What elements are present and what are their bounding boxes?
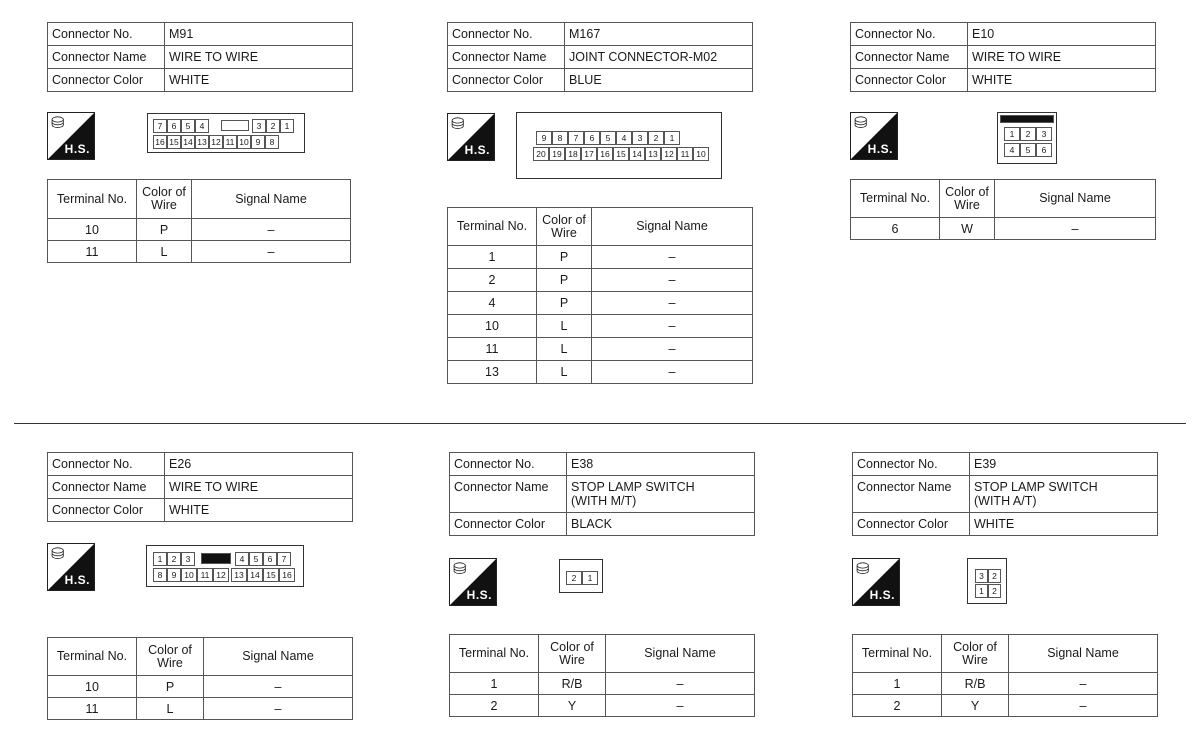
col-color-of-wire: Color of Wire bbox=[137, 638, 204, 676]
cavity: 16 bbox=[279, 568, 295, 582]
wire-color: Y bbox=[942, 695, 1009, 717]
terminal-no: 13 bbox=[448, 361, 537, 384]
wire-color: L bbox=[137, 241, 192, 263]
signal-name: – bbox=[592, 338, 753, 361]
cavity: 2 bbox=[167, 552, 181, 566]
connector-name bbox=[567, 476, 755, 513]
col-signal-name: Signal Name bbox=[204, 638, 353, 676]
terminal-no: 10 bbox=[48, 676, 137, 698]
col-signal-name: Signal Name bbox=[192, 180, 351, 219]
cavity: 13 bbox=[231, 568, 247, 582]
connector-face bbox=[997, 112, 1057, 164]
signal-name: – bbox=[592, 246, 753, 269]
connector-latch bbox=[1000, 115, 1054, 123]
cavity: 2 bbox=[988, 584, 1001, 598]
connector-icon: ⛁ bbox=[51, 115, 65, 132]
connector-name: JOINT CONNECTOR-M02 bbox=[565, 46, 753, 69]
wire-color: L bbox=[537, 338, 592, 361]
cavity: 6 bbox=[167, 119, 181, 133]
hs-badge bbox=[47, 543, 95, 591]
terminal-no: 4 bbox=[448, 292, 537, 315]
connector-face bbox=[147, 113, 305, 153]
col-terminal-no: Terminal No. bbox=[48, 180, 137, 219]
label-connector-no: Connector No. bbox=[48, 453, 165, 476]
connector-info-table bbox=[47, 22, 353, 92]
table-row bbox=[448, 315, 753, 338]
cavity: 11 bbox=[223, 135, 237, 149]
terminal-table bbox=[852, 634, 1158, 717]
cavity: 2 bbox=[988, 569, 1001, 583]
label-connector-no: Connector No. bbox=[851, 23, 968, 46]
hs-label: H.S. bbox=[64, 142, 90, 156]
hs-label: H.S. bbox=[869, 588, 895, 602]
label-connector-color: Connector Color bbox=[851, 69, 968, 92]
cavity: 14 bbox=[629, 147, 645, 161]
col-signal-name: Signal Name bbox=[995, 180, 1156, 218]
connector-icon: ⛁ bbox=[451, 116, 465, 133]
wire-color: L bbox=[537, 361, 592, 384]
wire-color: R/B bbox=[942, 673, 1009, 695]
cavity: 8 bbox=[552, 131, 568, 145]
label-connector-name: Connector Name bbox=[448, 46, 565, 69]
connector-color: BLUE bbox=[565, 69, 753, 92]
terminal-table bbox=[47, 637, 353, 720]
signal-name: – bbox=[592, 269, 753, 292]
signal-name: – bbox=[592, 292, 753, 315]
cavity: 6 bbox=[1036, 143, 1052, 157]
terminal-no: 2 bbox=[448, 269, 537, 292]
label-connector-color: Connector Color bbox=[48, 499, 165, 522]
table-row bbox=[48, 698, 353, 720]
cavity: 17 bbox=[581, 147, 597, 161]
label-connector-color: Connector Color bbox=[853, 513, 970, 536]
table-row bbox=[48, 241, 351, 263]
col-color-of-wire: Color of Wire bbox=[537, 208, 592, 246]
col-terminal-no: Terminal No. bbox=[450, 635, 539, 673]
connector-no: M167 bbox=[565, 23, 753, 46]
table-row bbox=[448, 246, 753, 269]
terminal-no: 10 bbox=[448, 315, 537, 338]
connector-info-table bbox=[852, 452, 1158, 536]
col-signal-name: Signal Name bbox=[592, 208, 753, 246]
cavity: 9 bbox=[536, 131, 552, 145]
cavity: 19 bbox=[549, 147, 565, 161]
signal-name: – bbox=[995, 218, 1156, 240]
signal-name: – bbox=[1009, 673, 1158, 695]
cavity: 4 bbox=[1004, 143, 1020, 157]
cavity: 12 bbox=[213, 568, 229, 582]
cavity: 2 bbox=[1020, 127, 1036, 141]
cavity: 12 bbox=[661, 147, 677, 161]
cavity: 3 bbox=[975, 569, 988, 583]
cavity: 4 bbox=[235, 552, 249, 566]
wire-color: R/B bbox=[539, 673, 606, 695]
cavity: 15 bbox=[613, 147, 629, 161]
signal-name: – bbox=[1009, 695, 1158, 717]
cavity: 18 bbox=[565, 147, 581, 161]
terminal-no: 11 bbox=[448, 338, 537, 361]
signal-name: – bbox=[606, 695, 755, 717]
hs-badge bbox=[449, 558, 497, 606]
hs-label: H.S. bbox=[466, 588, 492, 602]
connector-no: E39 bbox=[970, 453, 1158, 476]
connector-info-table bbox=[449, 452, 755, 536]
cavity: 5 bbox=[600, 131, 616, 145]
wire-color: Y bbox=[539, 695, 606, 717]
cavity: 10 bbox=[237, 135, 251, 149]
cavity: 6 bbox=[263, 552, 277, 566]
cavity: 15 bbox=[167, 135, 181, 149]
cavity: 9 bbox=[167, 568, 181, 582]
cavity: 8 bbox=[265, 135, 279, 149]
cavity: 11 bbox=[677, 147, 693, 161]
signal-name: – bbox=[192, 241, 351, 263]
cavity: 7 bbox=[277, 552, 291, 566]
cavity: 2 bbox=[648, 131, 664, 145]
table-row bbox=[448, 338, 753, 361]
cavity: 10 bbox=[181, 568, 197, 582]
cavity: 3 bbox=[632, 131, 648, 145]
connector-latch bbox=[201, 553, 231, 564]
terminal-no: 1 bbox=[450, 673, 539, 695]
connector-color: BLACK bbox=[567, 513, 755, 536]
connector-color: WHITE bbox=[968, 69, 1156, 92]
table-row bbox=[853, 695, 1158, 717]
connector-no: E10 bbox=[968, 23, 1156, 46]
cavity: 1 bbox=[975, 584, 988, 598]
table-row bbox=[450, 673, 755, 695]
cavity: 12 bbox=[209, 135, 223, 149]
table-row bbox=[448, 292, 753, 315]
label-connector-color: Connector Color bbox=[48, 69, 165, 92]
cavity: 1 bbox=[153, 552, 167, 566]
cavity: 1 bbox=[664, 131, 680, 145]
col-color-of-wire: Color of Wire bbox=[137, 180, 192, 219]
signal-name: – bbox=[204, 698, 353, 720]
connector-name-line: STOP LAMP SWITCH bbox=[974, 480, 1098, 494]
terminal-no: 11 bbox=[48, 241, 137, 263]
cavity: 2 bbox=[266, 119, 280, 133]
wire-color: P bbox=[137, 219, 192, 241]
connector-color: WHITE bbox=[970, 513, 1158, 536]
connector-name: WIRE TO WIRE bbox=[165, 476, 353, 499]
signal-name: – bbox=[192, 219, 351, 241]
cavity: 14 bbox=[247, 568, 263, 582]
hs-badge bbox=[447, 113, 495, 161]
cavity: 16 bbox=[153, 135, 167, 149]
connector-name: WIRE TO WIRE bbox=[165, 46, 353, 69]
wire-color: P bbox=[137, 676, 204, 698]
cavity: 16 bbox=[597, 147, 613, 161]
connector-icon: ⛁ bbox=[856, 561, 870, 578]
label-connector-no: Connector No. bbox=[853, 453, 970, 476]
label-connector-name: Connector Name bbox=[450, 476, 567, 513]
connector-name-line: (WITH M/T) bbox=[571, 494, 637, 508]
hs-label: H.S. bbox=[64, 573, 90, 587]
col-terminal-no: Terminal No. bbox=[853, 635, 942, 673]
label-connector-no: Connector No. bbox=[48, 23, 165, 46]
table-row bbox=[448, 361, 753, 384]
cavity: 15 bbox=[263, 568, 279, 582]
connector-no: M91 bbox=[165, 23, 353, 46]
col-signal-name: Signal Name bbox=[1009, 635, 1158, 673]
wire-color: P bbox=[537, 269, 592, 292]
wire-color: P bbox=[537, 292, 592, 315]
hs-badge bbox=[850, 112, 898, 160]
cavity: 7 bbox=[153, 119, 167, 133]
connector-no: E26 bbox=[165, 453, 353, 476]
connector-color: WHITE bbox=[165, 499, 353, 522]
col-terminal-no: Terminal No. bbox=[851, 180, 940, 218]
wire-color: W bbox=[940, 218, 995, 240]
cavity: 1 bbox=[582, 571, 598, 585]
cavity: 13 bbox=[195, 135, 209, 149]
table-row bbox=[853, 673, 1158, 695]
label-connector-name: Connector Name bbox=[48, 46, 165, 69]
terminal-no: 6 bbox=[851, 218, 940, 240]
cavity: 3 bbox=[1036, 127, 1052, 141]
col-terminal-no: Terminal No. bbox=[448, 208, 537, 246]
connector-info-table bbox=[447, 22, 753, 92]
terminal-no: 2 bbox=[450, 695, 539, 717]
terminal-no: 2 bbox=[853, 695, 942, 717]
col-color-of-wire: Color of Wire bbox=[940, 180, 995, 218]
cavity: 5 bbox=[1020, 143, 1036, 157]
cavity: 14 bbox=[181, 135, 195, 149]
hs-badge bbox=[47, 112, 95, 160]
connector-name-line: STOP LAMP SWITCH bbox=[571, 480, 695, 494]
cavity: 11 bbox=[197, 568, 213, 582]
hs-label: H.S. bbox=[464, 143, 490, 157]
cavity: 1 bbox=[280, 119, 294, 133]
connector-icon: ⛁ bbox=[453, 561, 467, 578]
col-signal-name: Signal Name bbox=[606, 635, 755, 673]
cavity: 3 bbox=[181, 552, 195, 566]
connector-icon: ⛁ bbox=[51, 546, 65, 563]
connector-name bbox=[970, 476, 1158, 513]
label-connector-no: Connector No. bbox=[448, 23, 565, 46]
terminal-table bbox=[850, 179, 1156, 240]
table-row bbox=[48, 219, 351, 241]
cavity: 8 bbox=[153, 568, 167, 582]
wire-color: L bbox=[137, 698, 204, 720]
signal-name: – bbox=[592, 361, 753, 384]
connector-no: E38 bbox=[567, 453, 755, 476]
col-terminal-no: Terminal No. bbox=[48, 638, 137, 676]
signal-name: – bbox=[592, 315, 753, 338]
signal-name: – bbox=[606, 673, 755, 695]
cavity: 4 bbox=[195, 119, 209, 133]
table-row bbox=[851, 218, 1156, 240]
wire-color: P bbox=[537, 246, 592, 269]
wire-color: L bbox=[537, 315, 592, 338]
cavity: 6 bbox=[584, 131, 600, 145]
cavity: 1 bbox=[1004, 127, 1020, 141]
label-connector-color: Connector Color bbox=[450, 513, 567, 536]
connector-face bbox=[146, 545, 304, 587]
label-connector-color: Connector Color bbox=[448, 69, 565, 92]
cavity: 3 bbox=[252, 119, 266, 133]
hs-label: H.S. bbox=[867, 142, 893, 156]
cavity: 13 bbox=[645, 147, 661, 161]
cavity: 5 bbox=[181, 119, 195, 133]
label-connector-name: Connector Name bbox=[48, 476, 165, 499]
terminal-table bbox=[47, 179, 351, 263]
cavity-blank bbox=[221, 120, 249, 131]
cavity: 20 bbox=[533, 147, 549, 161]
col-color-of-wire: Color of Wire bbox=[942, 635, 1009, 673]
connector-color: WHITE bbox=[165, 69, 353, 92]
terminal-no: 1 bbox=[448, 246, 537, 269]
col-color-of-wire: Color of Wire bbox=[539, 635, 606, 673]
connector-face bbox=[516, 112, 722, 179]
cavity: 9 bbox=[251, 135, 265, 149]
cavity: 4 bbox=[616, 131, 632, 145]
terminal-table bbox=[449, 634, 755, 717]
cavity: 5 bbox=[249, 552, 263, 566]
terminal-no: 10 bbox=[48, 219, 137, 241]
connector-info-table bbox=[850, 22, 1156, 92]
label-connector-no: Connector No. bbox=[450, 453, 567, 476]
label-connector-name: Connector Name bbox=[853, 476, 970, 513]
label-connector-name: Connector Name bbox=[851, 46, 968, 69]
connector-face bbox=[559, 559, 603, 593]
connector-name-line: (WITH A/T) bbox=[974, 494, 1037, 508]
hs-badge bbox=[852, 558, 900, 606]
signal-name: – bbox=[204, 676, 353, 698]
terminal-no: 11 bbox=[48, 698, 137, 720]
terminal-table bbox=[447, 207, 753, 384]
connector-icon: ⛁ bbox=[854, 115, 868, 132]
table-row bbox=[48, 676, 353, 698]
table-row bbox=[450, 695, 755, 717]
cavity: 2 bbox=[566, 571, 582, 585]
connector-name: WIRE TO WIRE bbox=[968, 46, 1156, 69]
table-row bbox=[448, 269, 753, 292]
connector-face bbox=[967, 558, 1007, 604]
cavity: 10 bbox=[693, 147, 709, 161]
section-divider bbox=[14, 423, 1186, 424]
cavity: 7 bbox=[568, 131, 584, 145]
terminal-no: 1 bbox=[853, 673, 942, 695]
connector-info-table bbox=[47, 452, 353, 522]
